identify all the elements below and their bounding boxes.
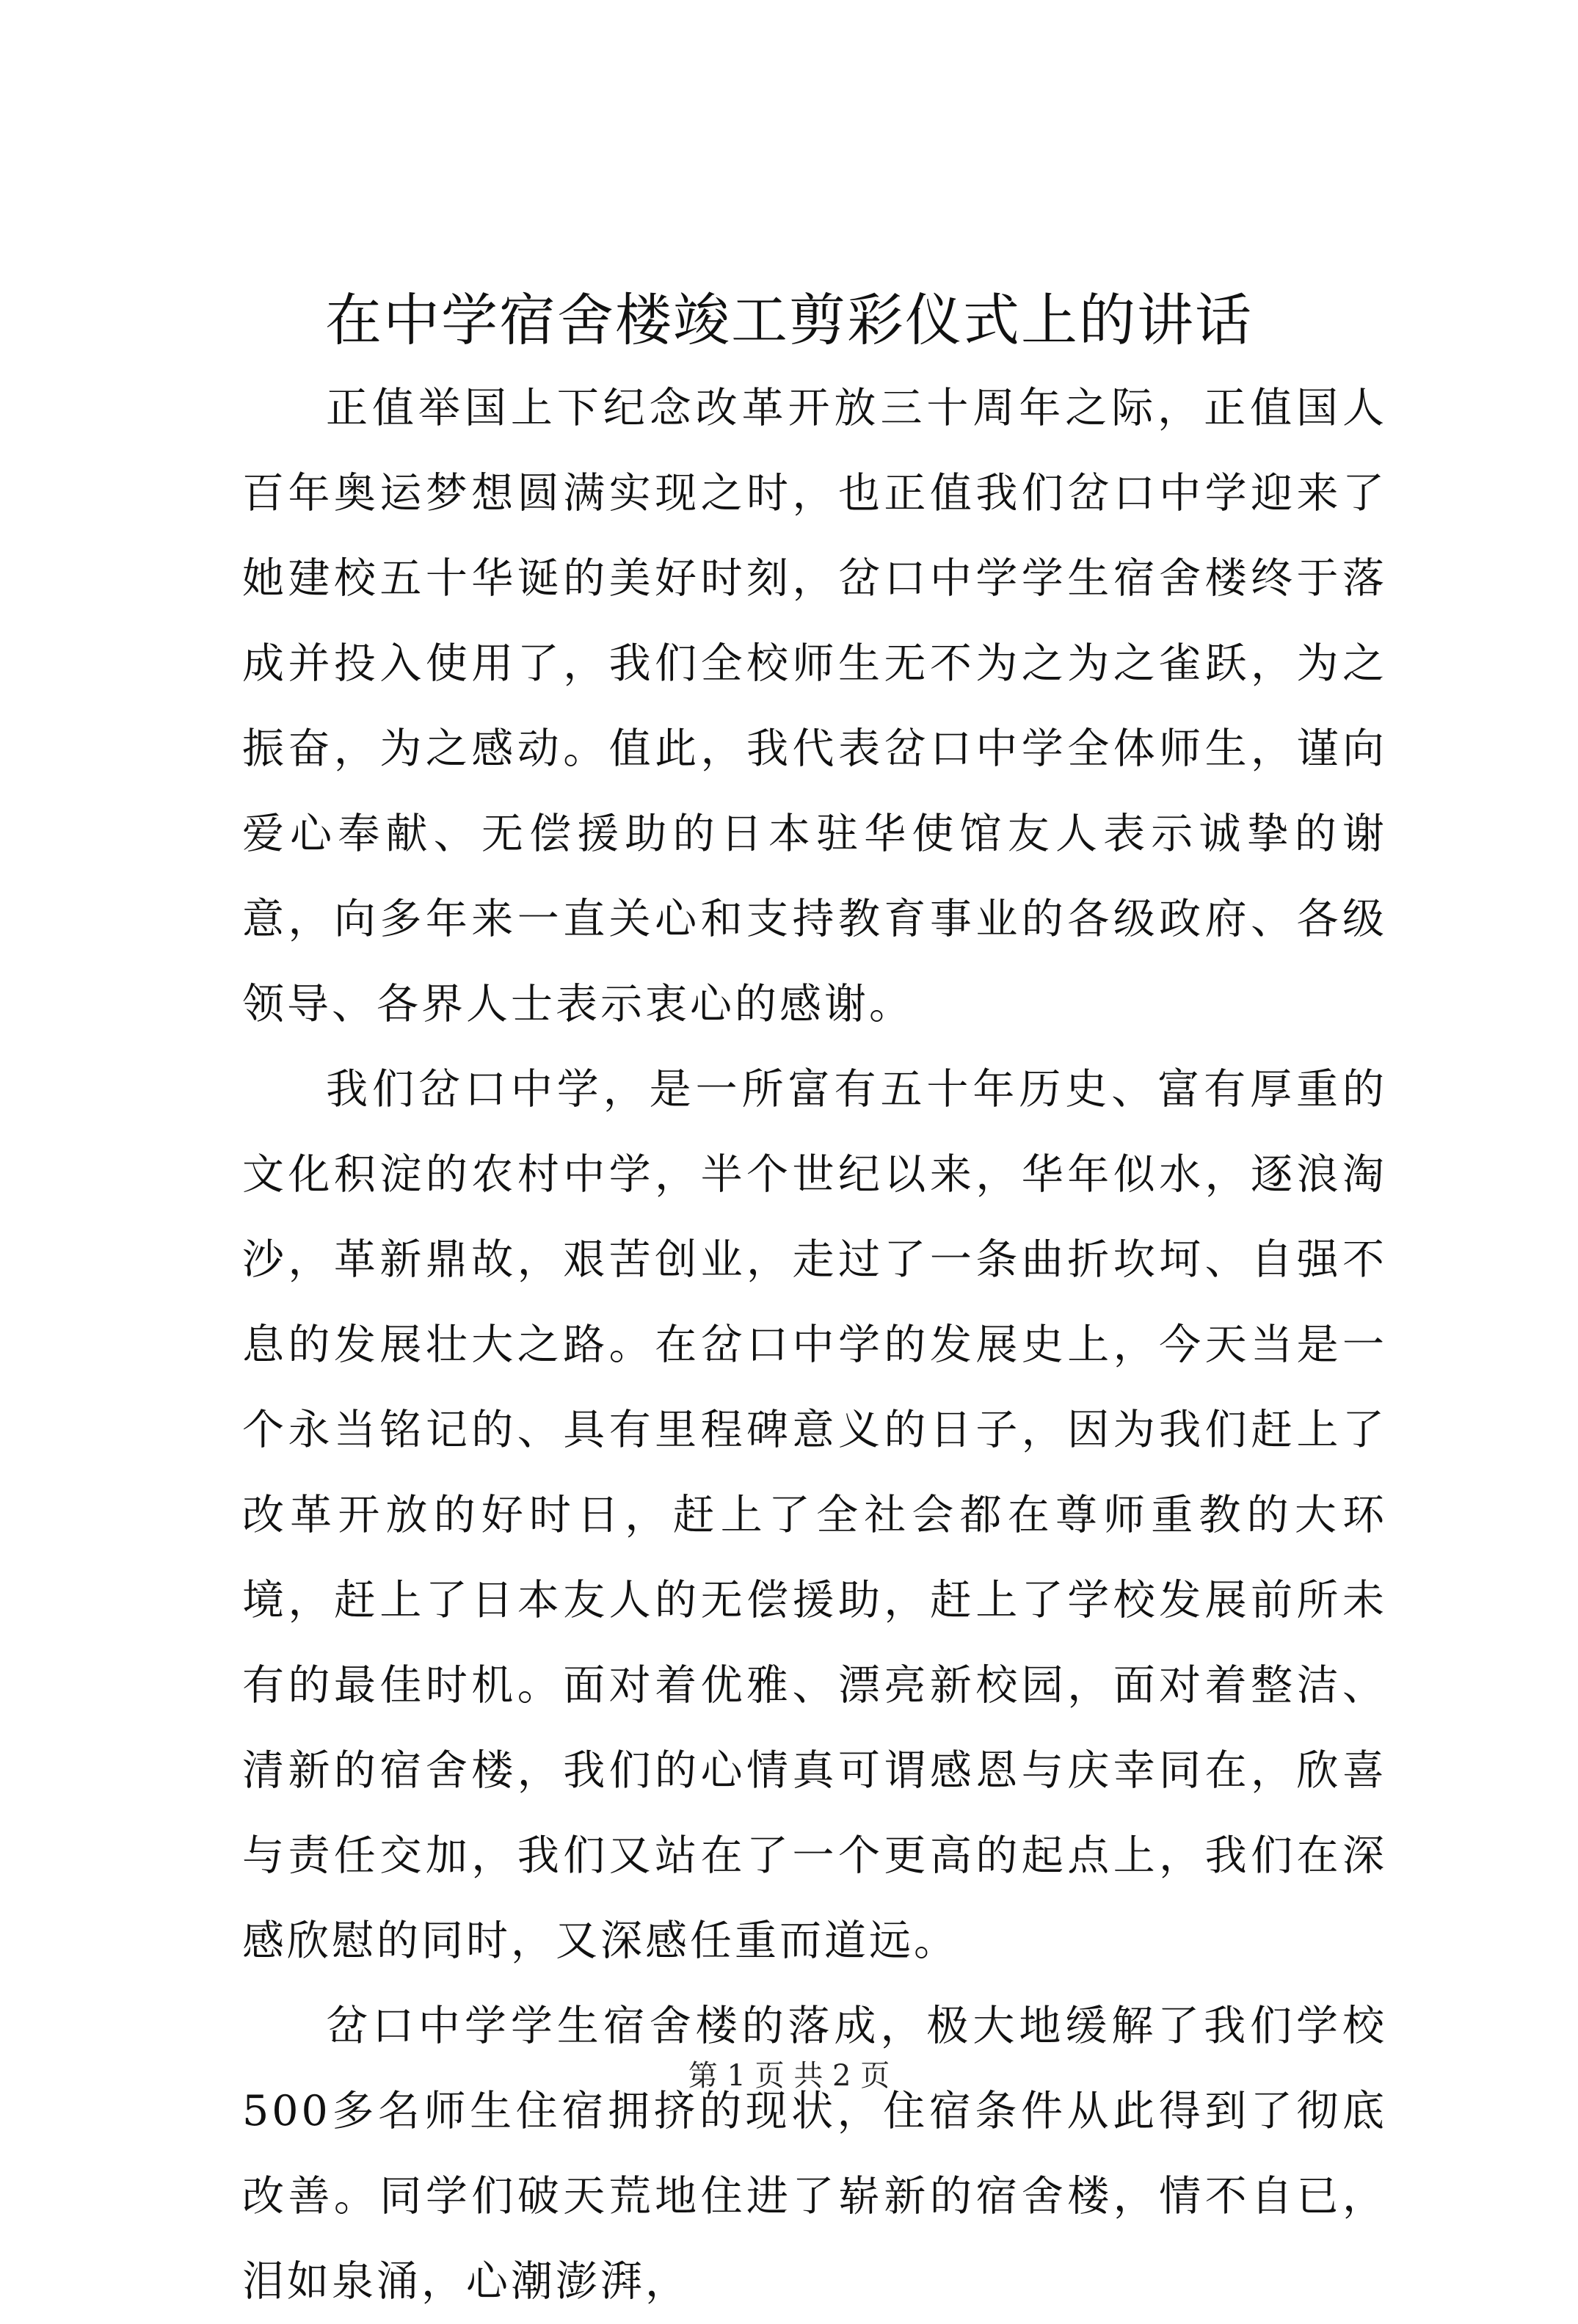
paragraph-3: 岔口中学学生宿舍楼的落成，极大地缓解了我们学校500多名师生住宿拥挤的现状，住宿条件从此得到了彻底改善。同学们破天荒地住进了崭新的宿舍楼，情不自已，泪如泉涌，心潮澎湃，	[242, 2002, 1387, 2306]
paragraph-1: 正值举国上下纪念改革开放三十周年之际，正值国人百年奥运梦想圆满实现之时，也正值我们岔口中学迎来了她建校五十华诞的美好时刻，岔口中学学生宿舍楼终于落成并投入使用了，我们全校师生无不为之为之雀跃，为之振奋，为之感动。值此，我代表岔口中学全体师生，谨向爱心奉献、无偿援助的日本驻华使馆友人表示诚挚的谢意，向多年来一直关心和支持教育事业的各级政府、各级领导、各界人士表示衷心的感谢。	[242, 384, 1387, 1028]
document-body	[242, 366, 1387, 2324]
paragraph-2: 我们岔口中学，是一所富有五十年历史、富有厚重的文化积淀的农村中学，半个世纪以来，华年似水，逐浪淘沙，革新鼎故，艰苦创业，走过了一条曲折坎坷、自强不息的发展壮大之路。在岔口中学的发展史上，今天当是一个永当铭记的、具有里程碑意义的日子，因为我们赶上了改革开放的好时日，赶上了全社会都在尊师重教的大环境，赶上了日本友人的无偿援助，赶上了学校发展前所未有的最佳时机。面对着优雅、漂亮新校园，面对着整洁、清新的宿舍楼，我们的心情真可谓感恩与庆幸同在，欣喜与责任交加，我们又站在了一个更高的起点上，我们在深感欣慰的同时，又深感任重而道远。	[242, 1065, 1387, 1965]
page-number-footer: 第 1 页 共 2 页	[688, 2059, 890, 2093]
document-title: 在中学宿舍楼竣工剪彩仪式上的讲话	[325, 288, 1253, 354]
